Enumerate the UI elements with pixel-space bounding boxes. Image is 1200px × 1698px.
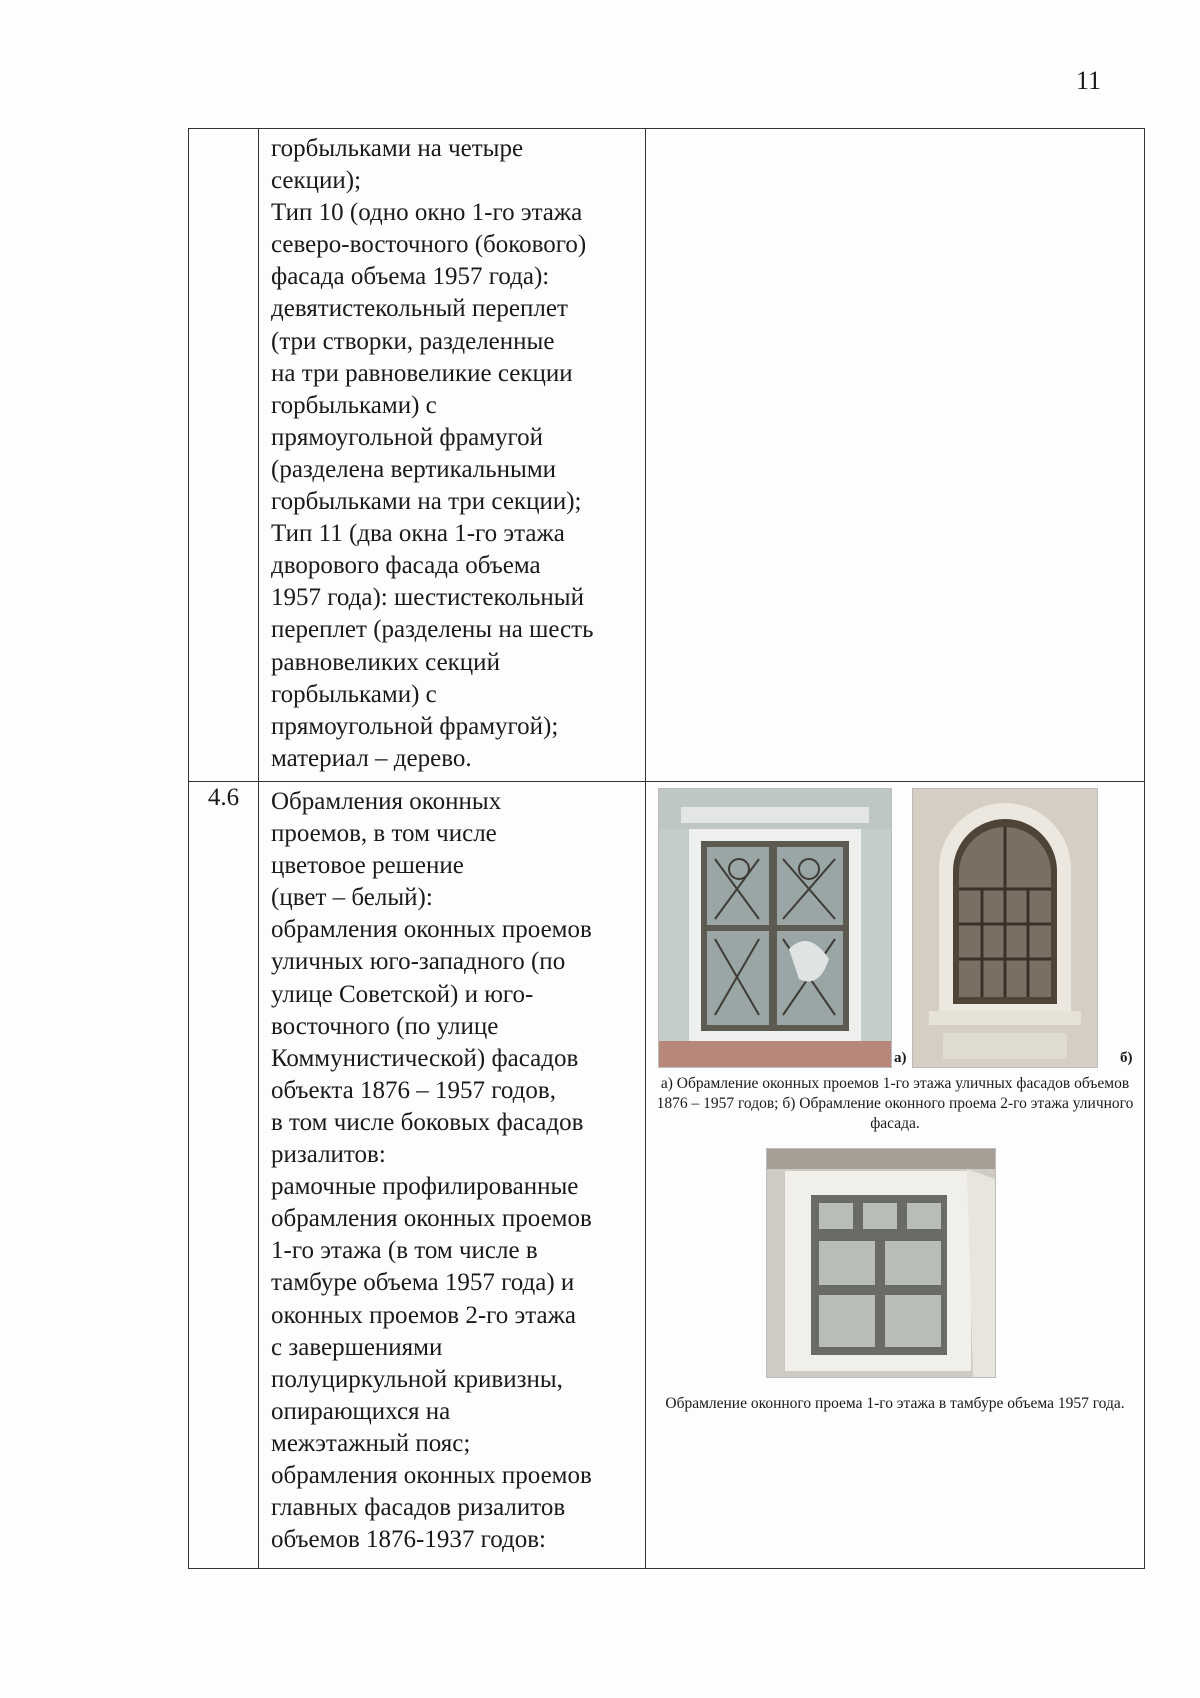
row-illustration bbox=[646, 782, 1145, 1569]
photo-caption-2: Обрамление оконного проема 1-го этажа в тамбуре объема 1957 года. bbox=[665, 1395, 1125, 1412]
table-row bbox=[189, 782, 1145, 1569]
window-frame-photo-c bbox=[766, 1148, 996, 1378]
row-description: горбыльками на четыре секции); Тип 10 (одно окно 1-го этажа северо-восточного (бокового) фасада объема 1957 года): девятистекольный переплет (три створки, разделенные на три равновеликие секции горбыльками) с прямоугольной фрамугой (разделена вертикальными горбыльками на три секции); Тип 11 (два окна 1-го этажа дворового фасада объема 1957 года): шестистекольный переплет (разделены на шесть равновеликих секций горбыльками) с прямоугольной фрамугой); материал – дерево. bbox=[259, 129, 646, 782]
row-number: 4.6 bbox=[189, 782, 259, 1569]
row-illustration bbox=[646, 129, 1145, 782]
photo-label-a: а) bbox=[894, 1050, 907, 1066]
photo-caption-1: а) Обрамление оконных проемов 1-го этажа уличных фасадов объемов 1876 – 1957 годов; б) Обрамление оконного проема 2-го этажа уличного фасада. bbox=[656, 1075, 1134, 1132]
window-frame-photo-a bbox=[658, 788, 892, 1068]
row-number bbox=[189, 129, 259, 782]
table-row bbox=[189, 129, 1145, 782]
specification-table bbox=[188, 128, 1145, 1569]
row-description: Обрамления оконных проемов, в том числе цветовое решение (цвет – белый): обрамления оконных проемов уличных юго-западного (по улице Советской) и юго- восточного (по улице Коммунистической) фасадов объекта 1876 – 1957 годов, в том числе боковых фасадов ризалитов: рамочные профилированные обрамления оконных проемов 1-го этажа (в том числе в тамбуре объема 1957 года) и оконных проемов 2-го этажа с завершениями полуциркульной кривизны, опирающихся на межэтажный пояс; обрамления оконных проемов главных фасадов ризалитов объемов 1876-1937 годов: bbox=[259, 782, 646, 1569]
window-frame-photo-b bbox=[912, 788, 1098, 1068]
photo-label-b: б) bbox=[1120, 1050, 1133, 1066]
page-number: 11 bbox=[1076, 66, 1102, 95]
